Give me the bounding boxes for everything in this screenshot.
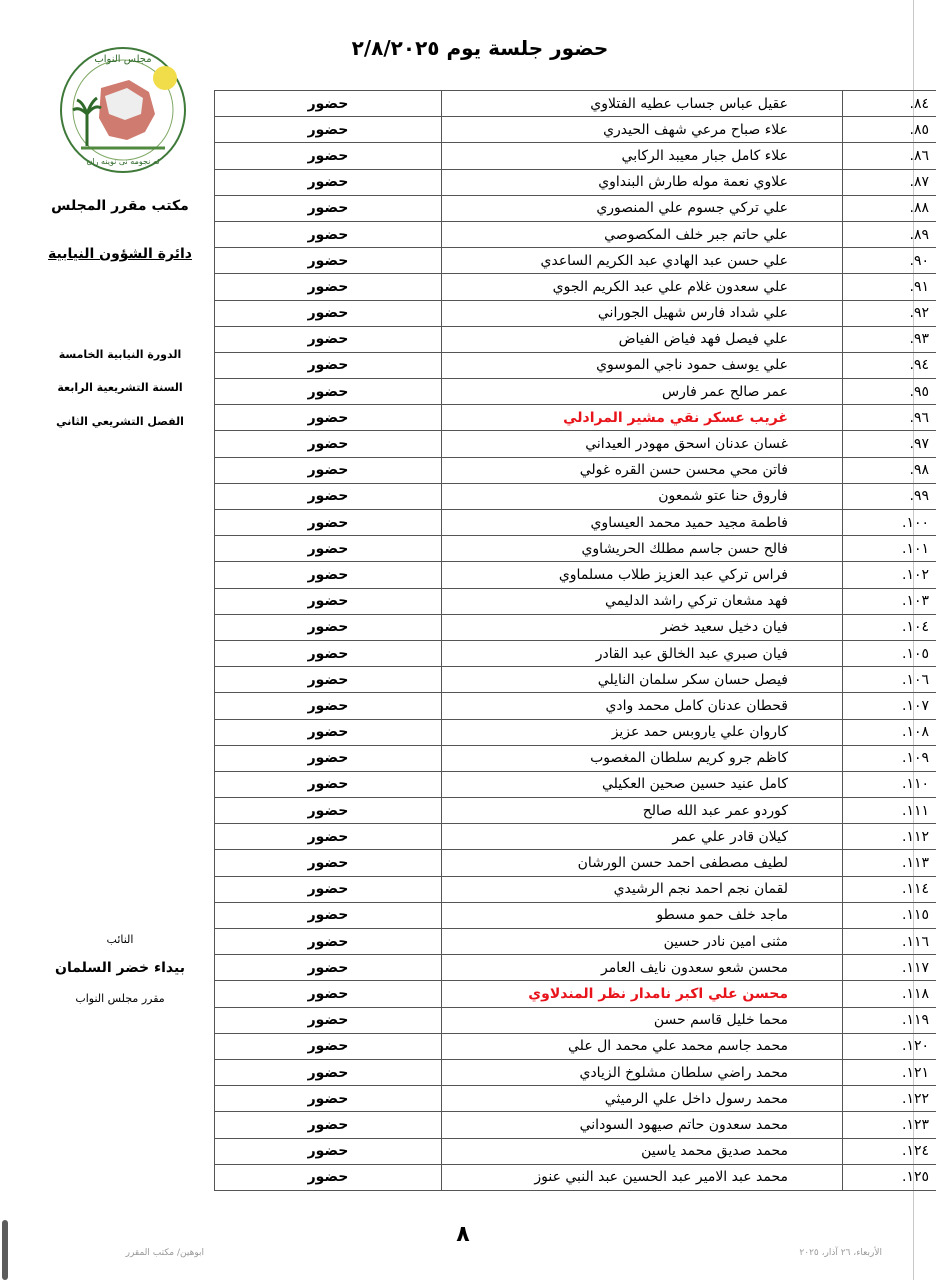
- attendance-status: حضور: [215, 1033, 442, 1059]
- table-row: [215, 667, 936, 693]
- office-label: مكتب مقرر المجلس: [51, 198, 189, 214]
- member-name: فاروق حنا عتو شمعون: [442, 483, 843, 509]
- row-number: ١١٣.: [843, 850, 936, 876]
- table-row: [215, 876, 936, 902]
- table-row: [215, 745, 936, 771]
- table-row: [215, 1007, 936, 1033]
- table-row: [215, 955, 936, 981]
- row-number: ١٢٥.: [843, 1164, 936, 1190]
- row-number: ٩١.: [843, 274, 936, 300]
- attendance-status: حضور: [215, 1138, 442, 1164]
- attendance-status: حضور: [215, 824, 442, 850]
- table-row: [215, 352, 936, 378]
- member-name: غسان عدنان اسحق مهودر العيداني: [442, 431, 843, 457]
- attendance-status: حضور: [215, 1059, 442, 1085]
- attendance-status: حضور: [215, 300, 442, 326]
- member-name: فاتن محي محسن حسن القره غولي: [442, 457, 843, 483]
- table-row: [215, 562, 936, 588]
- row-number: ١١٩.: [843, 1007, 936, 1033]
- attendance-status: حضور: [215, 536, 442, 562]
- row-number: ١١٧.: [843, 955, 936, 981]
- attendance-status: حضور: [215, 614, 442, 640]
- member-name: غريب عسكر نقي مشير المرادلي: [442, 405, 843, 431]
- attendance-status: حضور: [215, 1164, 442, 1190]
- member-name: محما خليل قاسم حسن: [442, 1007, 843, 1033]
- member-name: محمد راضي سلطان مشلوخ الزيادي: [442, 1059, 843, 1085]
- member-name: علي حاتم جبر خلف المكصوصي: [442, 221, 843, 247]
- attendance-status: حضور: [215, 1112, 442, 1138]
- deputy-name: بيداء خضر السلمان: [55, 960, 185, 976]
- table-row: [215, 1059, 936, 1085]
- table-row: [215, 1138, 936, 1164]
- row-number: ١٢٣.: [843, 1112, 936, 1138]
- table-row: [215, 771, 936, 797]
- row-number: ٩٤.: [843, 352, 936, 378]
- table-row: [215, 169, 936, 195]
- member-name: كاروان علي ياروبس حمد عزيز: [442, 719, 843, 745]
- attendance-status: حضور: [215, 562, 442, 588]
- attendance-table: [214, 90, 936, 1191]
- member-name: علي شداد فارس شهيل الجوراني: [442, 300, 843, 326]
- member-name: عقيل عباس جساب عطيه الفتلاوي: [442, 91, 843, 117]
- member-name: فاطمة مجيد حميد محمد العيساوي: [442, 510, 843, 536]
- row-number: ٨٩.: [843, 221, 936, 247]
- member-name: كوردو عمر عبد الله صالح: [442, 798, 843, 824]
- attendance-status: حضور: [215, 274, 442, 300]
- footer-note: ابوهين/ مكتب المقرر: [125, 1248, 204, 1258]
- member-name: علي حسن عبد الهادي عبد الكريم الساعدي: [442, 248, 843, 274]
- member-name: فالح حسن جاسم مطلك الحريشاوي: [442, 536, 843, 562]
- row-number: ١٠٣.: [843, 588, 936, 614]
- table-row: [215, 457, 936, 483]
- table-row: [215, 195, 936, 221]
- member-name: علي تركي جسوم علي المنصوري: [442, 195, 843, 221]
- row-number: ١٠٠.: [843, 510, 936, 536]
- row-number: ١١٥.: [843, 902, 936, 928]
- member-name: كامل عنيد حسين صحين العكيلي: [442, 771, 843, 797]
- attendance-status: حضور: [215, 981, 442, 1007]
- attendance-status: حضور: [215, 405, 442, 431]
- attendance-status: حضور: [215, 850, 442, 876]
- row-number: ١٠٧.: [843, 693, 936, 719]
- attendance-status: حضور: [215, 248, 442, 274]
- svg-text:ئه نجومه نی نوینه ران: ئه نجومه نی نوینه ران: [86, 157, 160, 166]
- row-number: ١٢٠.: [843, 1033, 936, 1059]
- row-number: ٨٤.: [843, 91, 936, 117]
- scrollbar-thumb[interactable]: [2, 1220, 8, 1280]
- table-row: [215, 510, 936, 536]
- row-number: ٨٥.: [843, 117, 936, 143]
- row-number: ٨٧.: [843, 169, 936, 195]
- attendance-status: حضور: [215, 1086, 442, 1112]
- deputy-role: النائب: [106, 933, 134, 946]
- attendance-status: حضور: [215, 771, 442, 797]
- svg-text:مجلس النواب: مجلس النواب: [94, 54, 152, 65]
- table-row: [215, 117, 936, 143]
- page-title: حضور جلسة يوم ٢/٨/٢٠٢٥: [351, 36, 609, 60]
- attendance-status: حضور: [215, 955, 442, 981]
- attendance-status: حضور: [215, 510, 442, 536]
- table-row: [215, 798, 936, 824]
- member-name: عمر صالح عمر فارس: [442, 379, 843, 405]
- table-row: [215, 588, 936, 614]
- table-row: [215, 929, 936, 955]
- row-number: ١٠٢.: [843, 562, 936, 588]
- member-name: فهد مشعان تركي راشد الدليمي: [442, 588, 843, 614]
- attendance-status: حضور: [215, 483, 442, 509]
- attendance-status: حضور: [215, 457, 442, 483]
- member-name: مثنى امين نادر حسين: [442, 929, 843, 955]
- row-number: ٩٦.: [843, 405, 936, 431]
- row-number: ٩٥.: [843, 379, 936, 405]
- legislative-chapter-label: الفصل التشريعي الثاني: [56, 415, 184, 428]
- member-name: محسن شعو سعدون نايف العامر: [442, 955, 843, 981]
- attendance-status: حضور: [215, 588, 442, 614]
- row-number: ١٢١.: [843, 1059, 936, 1085]
- department-label: دائرة الشؤون النيابية: [48, 246, 192, 262]
- table-row: [215, 693, 936, 719]
- deputy-title: مقرر مجلس النواب: [75, 992, 165, 1005]
- table-row: [215, 326, 936, 352]
- table-row: [215, 431, 936, 457]
- attendance-status: حضور: [215, 221, 442, 247]
- row-number: ٨٨.: [843, 195, 936, 221]
- table-row: [215, 483, 936, 509]
- member-name: لقمان نجم احمد نجم الرشيدي: [442, 876, 843, 902]
- row-number: ٩٧.: [843, 431, 936, 457]
- row-number: ١٠١.: [843, 536, 936, 562]
- member-name: كيلان قادر علي عمر: [442, 824, 843, 850]
- member-name: علاء صباح مرعي شهف الحيدري: [442, 117, 843, 143]
- member-name: فيان دخيل سعيد خضر: [442, 614, 843, 640]
- attendance-status: حضور: [215, 169, 442, 195]
- table-row: [215, 824, 936, 850]
- row-number: ١٠٦.: [843, 667, 936, 693]
- member-name: محمد سعدون حاتم صيهود السوداني: [442, 1112, 843, 1138]
- member-name: علاوي نعمة موله طارش البنداوي: [442, 169, 843, 195]
- attendance-status: حضور: [215, 693, 442, 719]
- attendance-status: حضور: [215, 431, 442, 457]
- row-number: ١١٤.: [843, 876, 936, 902]
- row-number: ٨٦.: [843, 143, 936, 169]
- table-row: [215, 91, 936, 117]
- attendance-status: حضور: [215, 1007, 442, 1033]
- table-row: [215, 248, 936, 274]
- table-row: [215, 1164, 936, 1190]
- row-number: ١١١.: [843, 798, 936, 824]
- attendance-status: حضور: [215, 640, 442, 666]
- table-row: [215, 1086, 936, 1112]
- attendance-status: حضور: [215, 195, 442, 221]
- attendance-status: حضور: [215, 902, 442, 928]
- member-name: علي يوسف حمود ناجي الموسوي: [442, 352, 843, 378]
- attendance-status: حضور: [215, 143, 442, 169]
- page-number: ٨: [456, 1222, 470, 1247]
- attendance-status: حضور: [215, 667, 442, 693]
- member-name: علي فيصل فهد فياض الفياض: [442, 326, 843, 352]
- member-name: فراس تركي عبد العزيز طلاب مسلماوي: [442, 562, 843, 588]
- row-number: ١٠٥.: [843, 640, 936, 666]
- row-number: ١٠٤.: [843, 614, 936, 640]
- table-row: [215, 536, 936, 562]
- attendance-status: حضور: [215, 352, 442, 378]
- attendance-status: حضور: [215, 929, 442, 955]
- term-label: الدورة النيابية الخامسة: [58, 348, 182, 361]
- attendance-status: حضور: [215, 326, 442, 352]
- member-name: محمد صديق محمد ياسين: [442, 1138, 843, 1164]
- attendance-status: حضور: [215, 745, 442, 771]
- attendance-status: حضور: [215, 91, 442, 117]
- member-name: محسن علي اكبر نامدار نظر المندلاوي: [442, 981, 843, 1007]
- table-row: [215, 274, 936, 300]
- table-row: [215, 614, 936, 640]
- row-number: ٩٠.: [843, 248, 936, 274]
- attendance-status: حضور: [215, 798, 442, 824]
- member-name: لطيف مصطفى احمد حسن الورشان: [442, 850, 843, 876]
- member-name: محمد رسول داخل علي الرميثي: [442, 1086, 843, 1112]
- row-number: ١١٦.: [843, 929, 936, 955]
- parliament-logo: [57, 44, 189, 176]
- member-name: محمد عبد الامير عبد الحسين عبد النبي عنوز: [442, 1164, 843, 1190]
- table-row: [215, 221, 936, 247]
- member-name: فيان صبري عبد الخالق عبد القادر: [442, 640, 843, 666]
- row-number: ٩٣.: [843, 326, 936, 352]
- member-name: محمد جاسم محمد علي محمد ال علي: [442, 1033, 843, 1059]
- row-number: ١١٢.: [843, 824, 936, 850]
- table-row: [215, 850, 936, 876]
- legislative-year-label: السنة التشريعية الرابعة: [57, 381, 183, 394]
- row-number: ١٠٨.: [843, 719, 936, 745]
- table-row: [215, 143, 936, 169]
- table-row: [215, 981, 936, 1007]
- table-row: [215, 719, 936, 745]
- row-number: ١٢٤.: [843, 1138, 936, 1164]
- member-name: ماجد خلف حمو مسطو: [442, 902, 843, 928]
- member-name: كاظم جرو كريم سلطان المغصوب: [442, 745, 843, 771]
- attendance-status: حضور: [215, 117, 442, 143]
- table-row: [215, 379, 936, 405]
- member-name: فيصل حسان سكر سلمان النايلي: [442, 667, 843, 693]
- member-name: علي سعدون غلام علي عبد الكريم الجوي: [442, 274, 843, 300]
- member-name: قحطان عدنان كامل محمد وادي: [442, 693, 843, 719]
- table-row: [215, 300, 936, 326]
- row-number: ١١٠.: [843, 771, 936, 797]
- attendance-status: حضور: [215, 379, 442, 405]
- attendance-status: حضور: [215, 719, 442, 745]
- table-row: [215, 640, 936, 666]
- table-row: [215, 902, 936, 928]
- table-row: [215, 1033, 936, 1059]
- row-number: ٩٢.: [843, 300, 936, 326]
- row-number: ١١٨.: [843, 981, 936, 1007]
- footer-date: الأربعاء، ٢٦ آذار، ٢٠٢٥: [799, 1248, 882, 1258]
- attendance-status: حضور: [215, 876, 442, 902]
- row-number: ٩٨.: [843, 457, 936, 483]
- member-name: علاء كامل جبار معيبد الركابي: [442, 143, 843, 169]
- row-number: ١٠٩.: [843, 745, 936, 771]
- row-number: ٩٩.: [843, 483, 936, 509]
- table-row: [215, 405, 936, 431]
- row-number: ١٢٢.: [843, 1086, 936, 1112]
- table-row: [215, 1112, 936, 1138]
